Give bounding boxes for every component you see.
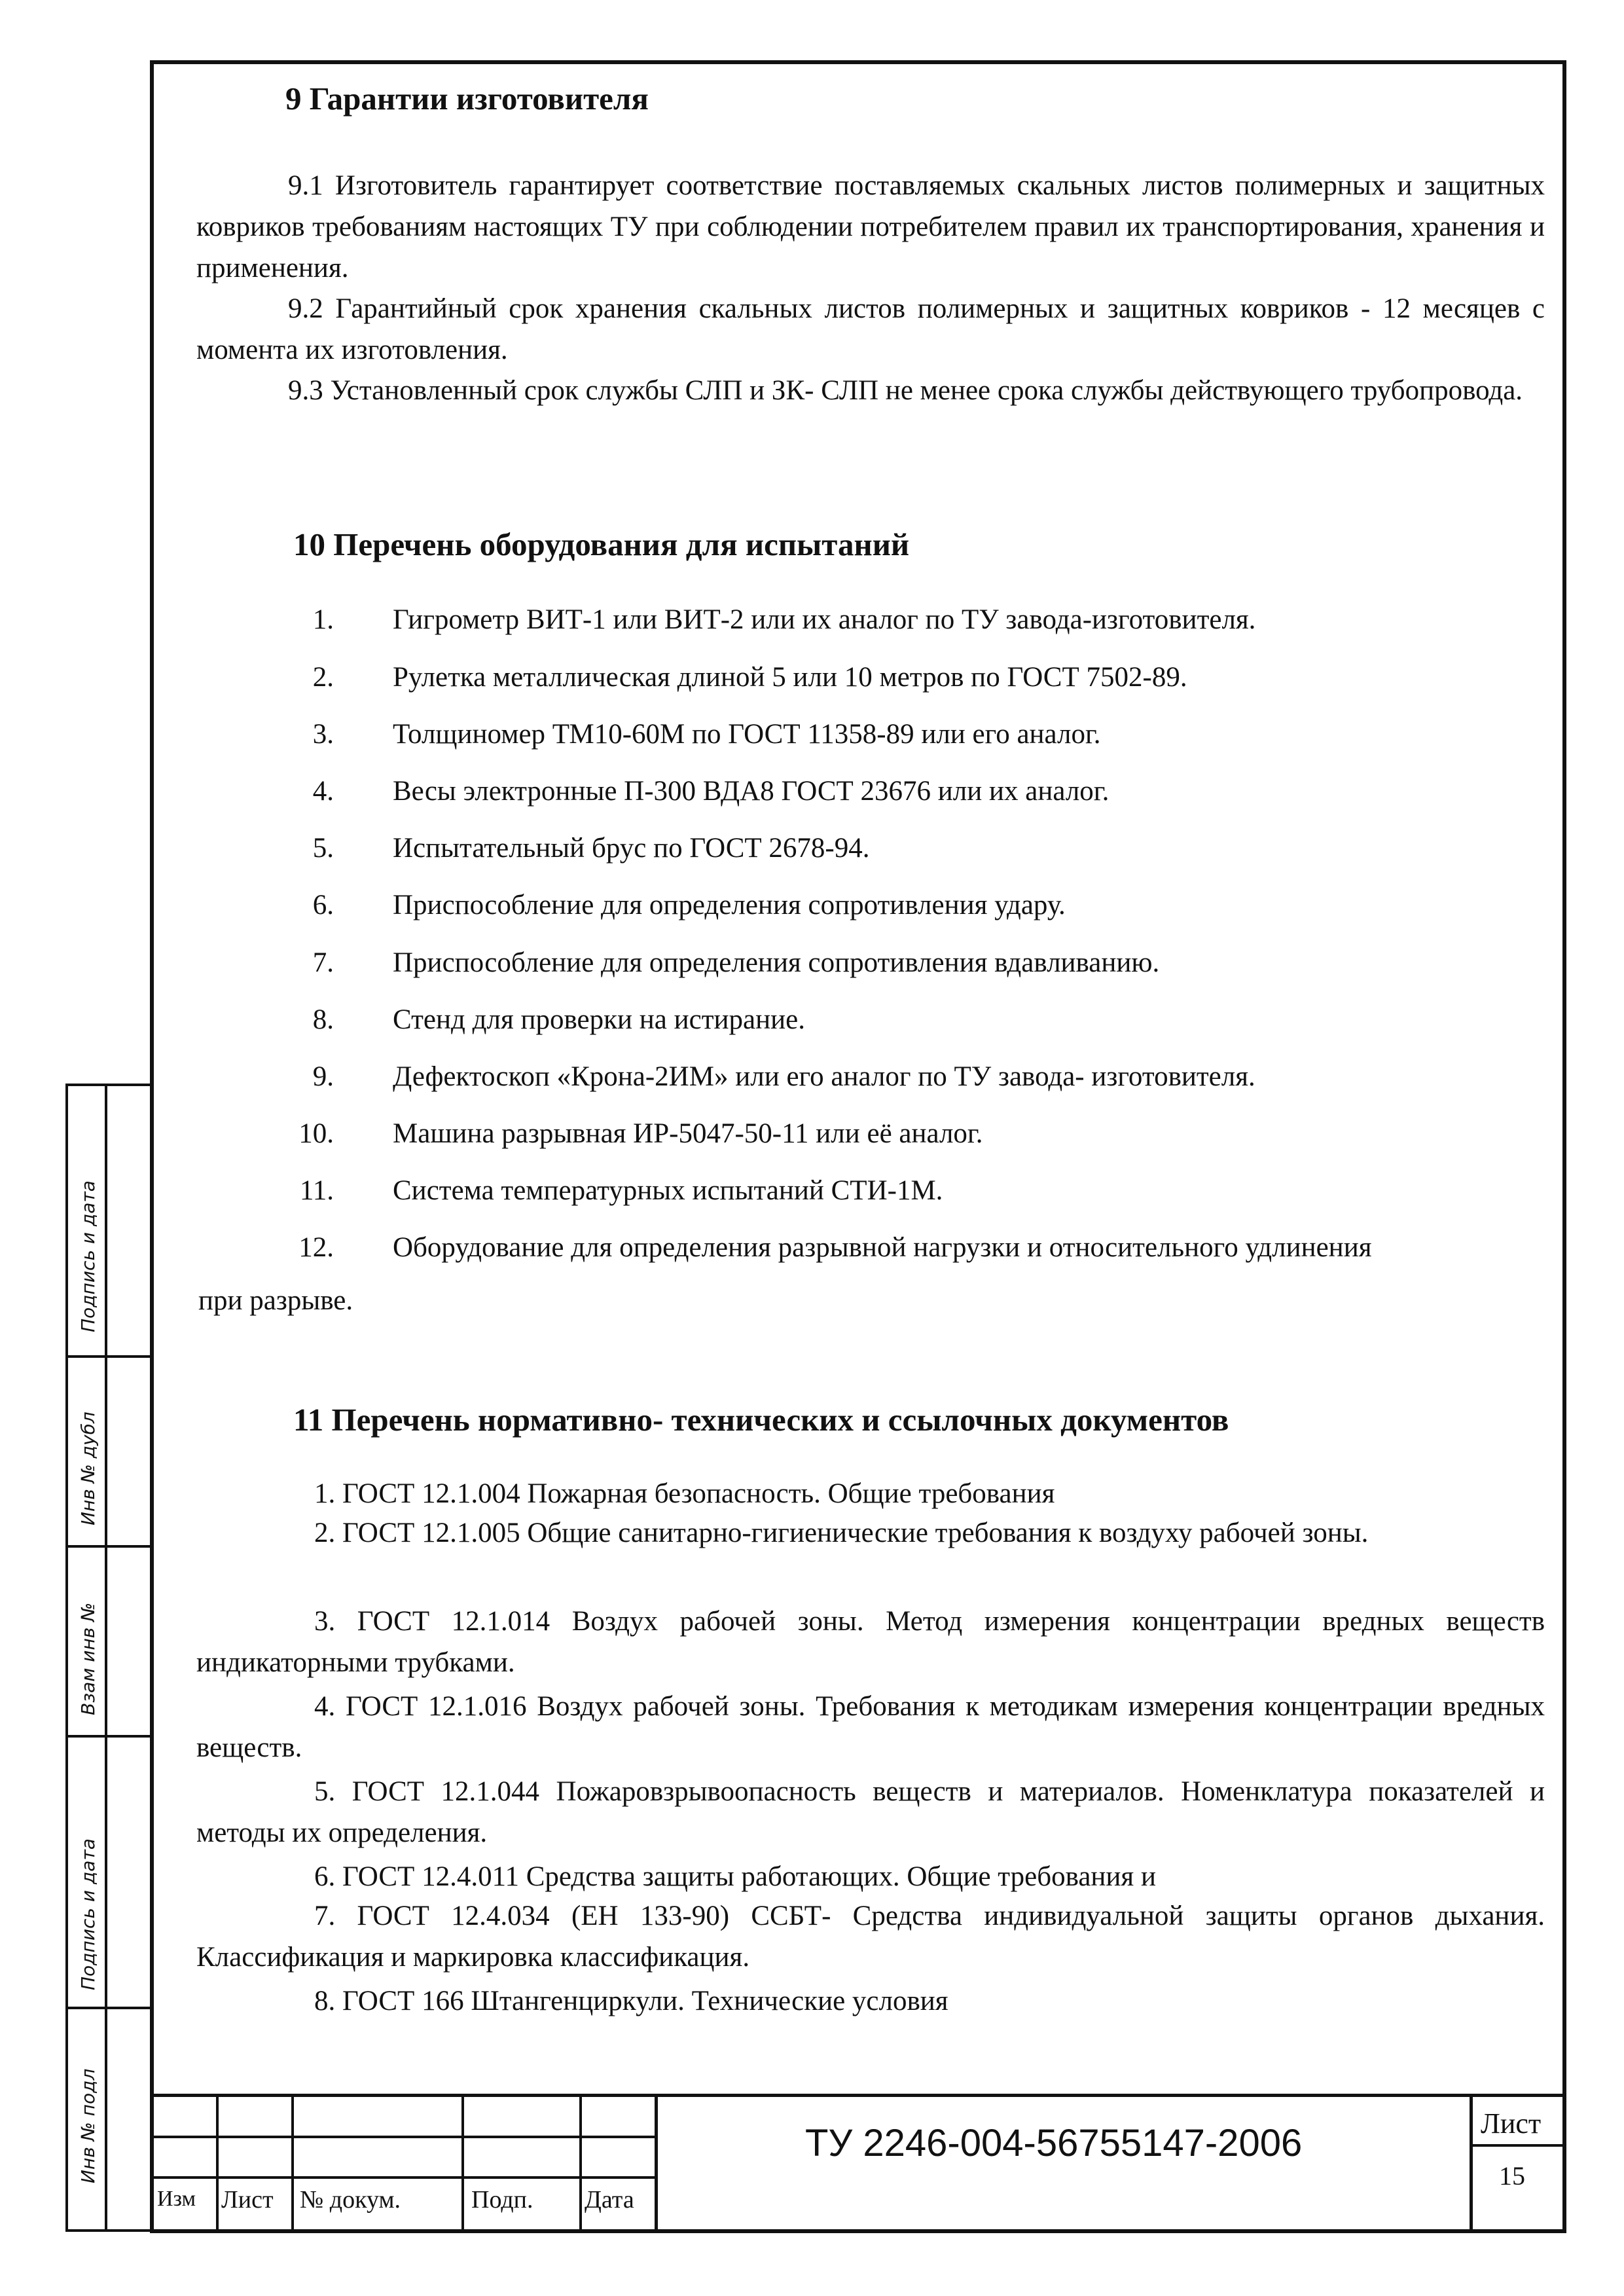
document-number: ТУ 2246-004-56755147-2006 [805, 2122, 1303, 2164]
item-number: 11. [299, 1175, 334, 1206]
section-9-paragraph-3: 9.3 Установленный срок службы СЛП и ЗК- СЛП не менее срока службы действующего трубопровода. [288, 375, 1523, 406]
frame-top-border [150, 60, 1566, 64]
title-block-col-change: Изм [157, 2187, 196, 2211]
item-text: Приспособление для определения сопротивления вдавливанию. [393, 947, 1160, 978]
reference-item: 1. ГОСТ 12.1.004 Пожарная безопасность. Общие требования [314, 1478, 1055, 1509]
reference-item: 8. ГОСТ 166 Штангенциркули. Технические условия [314, 1986, 948, 2016]
item-number: 10. [298, 1118, 334, 1149]
stamp-label-duplicate-number: Инв № дубл [77, 1412, 99, 1525]
item-number: 12. [298, 1232, 334, 1263]
item-text: Дефектоскоп «Крона-2ИМ» или его аналог по ТУ завода- изготовителя. [393, 1061, 1255, 1092]
reference-item: 5. ГОСТ 12.1.044 Пожаровзрывоопасность веществ и материалов. Номенклатура показателей и методы их определения. [196, 1776, 1545, 1848]
item-number: 5. [312, 833, 334, 864]
stamp-label-original-number: Инв № подл [77, 2068, 99, 2183]
sheet-number: 15 [1499, 2161, 1525, 2191]
item-number: 1. [312, 604, 334, 635]
equipment-item-continuation: при разрыве. [198, 1285, 353, 1316]
title-block-col-signature: Подп. [471, 2186, 533, 2214]
item-text: Испытательный брус по ГОСТ 2678-94. [393, 833, 870, 864]
title-block-col-sheet: Лист [221, 2186, 274, 2214]
frame-right-border [1562, 60, 1566, 2233]
reference-item: 3. ГОСТ 12.1.014 Воздух рабочей зоны. Метод измерения концентрации вредных веществ индикаторными трубками. [196, 1606, 1545, 1678]
item-text: Толщиномер ТМ10-60М по ГОСТ 11358-89 или его аналог. [393, 719, 1101, 750]
item-text: Оборудование для определения разрывной нагрузки и относительного удлинения [393, 1232, 1372, 1263]
section-9-heading: 9 Гарантии изготовителя [285, 81, 649, 117]
section-11-heading: 11 Перечень нормативно- технических и ссылочных документов [293, 1402, 1229, 1438]
item-text: Стенд для проверки на истирание. [393, 1004, 805, 1035]
item-number: 9. [312, 1061, 334, 1092]
frame-bottom-border [150, 2229, 1566, 2233]
item-number: 2. [312, 662, 334, 693]
title-block-col-date: Дата [585, 2186, 634, 2214]
reference-item: 2. ГОСТ 12.1.005 Общие санитарно-гигиенические требования к воздуху рабочей зоны. [314, 1518, 1369, 1548]
sheet-label: Лист [1481, 2107, 1542, 2140]
item-text: Система температурных испытаний СТИ-1М. [393, 1175, 943, 1206]
stamp-label-signature-date: Подпись и дата [77, 1180, 99, 1332]
item-text: Приспособление для определения сопротивления удару. [393, 890, 1066, 920]
section-9-paragraph-1: 9.1 Изготовитель гарантирует соответствие поставляемых скальных листов полимерных и защитных ковриков требованиям настоящих ТУ при соблюдении потребителем правил их транспортирования, хранения и применения. [196, 170, 1545, 283]
item-text: Весы электронные П-300 ВДА8 ГОСТ 23676 или их аналог. [393, 776, 1110, 807]
reference-item: 4. ГОСТ 12.1.016 Воздух рабочей зоны. Требования к методикам измерения концентрации вредных веществ. [196, 1691, 1545, 1763]
item-text: Гигрометр ВИТ-1 или ВИТ-2 или их аналог по ТУ завода-изготовителя. [393, 604, 1256, 635]
item-number: 4. [312, 776, 334, 807]
item-number: 7. [312, 947, 334, 978]
item-number: 8. [312, 1004, 334, 1035]
section-10-heading: 10 Перечень оборудования для испытаний [293, 526, 910, 562]
stamp-label-signature-date-2: Подпись и дата [77, 1838, 99, 1990]
frame-left-border [150, 60, 154, 2233]
item-number: 3. [312, 719, 334, 750]
item-number: 6. [312, 890, 334, 920]
section-9-paragraph-2: 9.2 Гарантийный срок хранения скальных листов полимерных и защитных ковриков - 12 месяцев с момента их изготовления. [196, 293, 1545, 365]
item-text: Рулетка металлическая длиной 5 или 10 метров по ГОСТ 7502-89. [393, 662, 1187, 693]
title-block-col-doc-number: № докум. [300, 2186, 401, 2214]
reference-item: 7. ГОСТ 12.4.034 (ЕН 133-90) ССБТ- Средства индивидуальной защиты органов дыхания. Классификация и маркировка классификация. [196, 1901, 1545, 1973]
item-text: Машина разрывная ИР-5047-50-11 или её аналог. [393, 1118, 983, 1149]
reference-item: 6. ГОСТ 12.4.011 Средства защиты работающих. Общие требования и [314, 1861, 1156, 1892]
stamp-label-replacement-number: Взам инв № [77, 1602, 99, 1715]
